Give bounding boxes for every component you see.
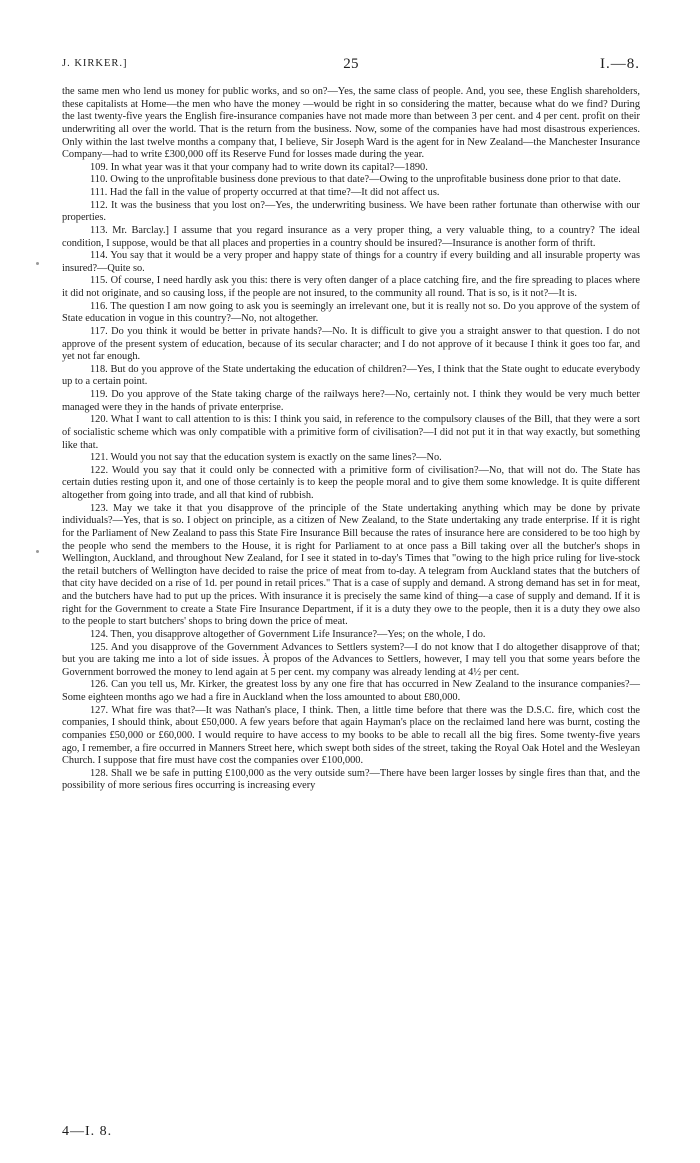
evidence-text [62, 86, 640, 793]
page-number: 25 [343, 56, 359, 72]
question-113: 113. Mr. Barclay.] I assume that you regard insurance as a very proper thing, a very valuable thing, to a country? The ideal condition, I suppose, would be that all places and properties in a country should be insured?—Insurance is another form of thrift. [62, 224, 640, 249]
paragraph-continuation: the same men who lend us money for public works, and so on?—Yes, the same class of people. And, you see, these English shareholders, these capitalists at Home—the men who have the money —would be right in so considering the matter, because what do we find? During the last twenty-five years the English fire-insurance companies have not made more than between 3 per cent. and 4 per cent. profit on their underwriting all over the world. That is the return from the business. Now, some of the companies have had most disastrous experiences. Only within the last twelve months a company that, I believe, Sir Joseph Ward is the agent for in New Zealand—the Manchester Insurance Company—had to write £300,000 off its Reserve Fund for losses made during the year. [62, 86, 640, 161]
question-114: 114. You say that it would be a very proper and happy state of things for a country if every building and all insurable property was insured?—Quite so. [62, 250, 640, 274]
question-119: 119. Do you approve of the State taking charge of the railways here?—No, certainly not. I think they would be very much better managed were they in the hands of private enterprise. [62, 389, 640, 413]
question-126: 126. Can you tell us, Mr. Kirker, the greatest loss by any one fire that has occurred in New Zealand to the insurance companies?—Some eighteen months ago we had a fire in Auckland when the loss amounted to about £80,000. [62, 679, 640, 703]
question-120: 120. What I want to call attention to is this: I think you said, in reference to the compulsory clauses of the Bill, that they were a sort of socialistic scheme which was only compatible with a primitive form of civilisation?—I did not put it in that way exactly, but something like that. [62, 414, 640, 451]
question-115: 115. Of course, I need hardly ask you this: there is very often danger of a place catching fire, and the fire spreading to places where it did not originate, and so causing loss, if the people are not insured, to the community all round. That is so, is it not?—It is. [62, 275, 640, 299]
margin-dot-mark [36, 550, 39, 553]
document-reference: I.—8. [600, 56, 640, 72]
question-112: 112. It was the business that you lost on?—Yes, the underwriting business. We have been rather fortunate than otherwise with our properties. [62, 199, 640, 224]
question-111: 111. Had the fall in the value of property occurred at that time?—It did not affect us. [90, 187, 440, 198]
question-127: 127. What fire was that?—It was Nathan's place, I think. Then, a little time before that there was the D.S.C. fire, which cost the companies, I should think, about £50,000. A few years before that again Hayman's place on the reclaimed land here was burnt, costing the companies £50,000 or £60,000. I would require to have access to my books to be able to recall all the big fires. Some twenty-five years ago, I remember, a fire occurred in Manners Street here, which swept both sides of the street, taking the Royal Oak Hotel and the Wesleyan Church. I suppose that fire must have cost the companies over £100,000. [62, 704, 640, 767]
question-110: 110. Owing to the unprofitable business done previous to that date?—Owing to the unprofitable business done prior to that date. [90, 174, 621, 186]
question-109: 109. In what year was it that your company had to write down its capital?—1890. [90, 161, 428, 173]
question-117: 117. Do you think it would be better in private hands?—No. It is difficult to give you a straight answer to that question. I do not approve of the present system of education, because of its secular character; and I do not approve of it because I think it goes too far, and yet not far enough. [62, 325, 640, 363]
page-header [62, 56, 640, 78]
question-121: 121. Would you not say that the education system is exactly on the same lines?—No. [90, 452, 442, 464]
question-128: 128. Shall we be safe in putting £100,000 as the very outside sum?—There have been larger losses by single fires than that, and the possibility of more serious fires occurring is increasing every [62, 767, 640, 792]
question-124: 124. Then, you disapprove altogether of Government Life Insurance?—Yes; on the whole, I do. [90, 628, 486, 640]
printer-signature: 4—I. 8. [62, 1124, 113, 1139]
question-116: 116. The question I am now going to ask you is seemingly an irrelevant one, but it is really not so. Do you approve of the system of State education in vogue in this country?—No, not altogether. [62, 300, 640, 325]
question-123: 123. May we take it that you disapprove of the principle of the State undertaking anything which may be done by private individuals?—Yes, that is so. I object on principle, as a citizen of New Zealand, to the State undertaking any trade enterprise. If it is right for the Parliament of New Zealand to pass this State Fire Insurance Bill because the rates of insurance here are considered to be too high by the people who send the members to the House, it is right for Parliament to at once pass a Bill taking over all the butcher's shops in Wellington, Auckland, and throughout New Zealand, for I see it stated in to-day's Times that "owing to the high price ruling for live-stock the retail butchers of Wellington have decided to raise the price of meat from to-day. A telegram from Auckland states that the butchers of that city have decided on a rise of 1d. per pound in retail prices." That is a case of supply and demand. A strong demand has set in for meat, and the butchers have had to put up the prices. With insurance it is precisely the same kind of thing—a case of supply and demand. If it is right for the Government to create a State Fire Insurance Department, if it is a duty they owe to the people, then it is a duty they owe also to the people to start butchers' shops to bring down the price of meat. [62, 502, 640, 628]
question-125: 125. And you disapprove of the Government Advances to Settlers system?—I do not know that I do altogether disapprove of that; but you are taking me into a lot of side issues. À propos of the Advances to Settlers, however, I may tell you that some years before the Government borrowed the money to lend again at 5 per cent. my company was already lending at 4½ per cent. [62, 641, 640, 678]
question-122: 122. Would you say that it could only be connected with a primitive form of civilisation?—No, that will not do. The State has certain duties resting upon it, and one of those certainly is to keep the people moral and to give them some knowledge. It is quite different altogether from going into trade, and all that kind of rubbish. [62, 464, 640, 501]
margin-dot-mark [36, 262, 39, 265]
question-118: 118. But do you approve of the State undertaking the education of children?—Yes, I think that the State ought to educate everybody up to a certain point. [62, 363, 640, 388]
header-witness-name: J. KIRKER.] [62, 58, 128, 69]
